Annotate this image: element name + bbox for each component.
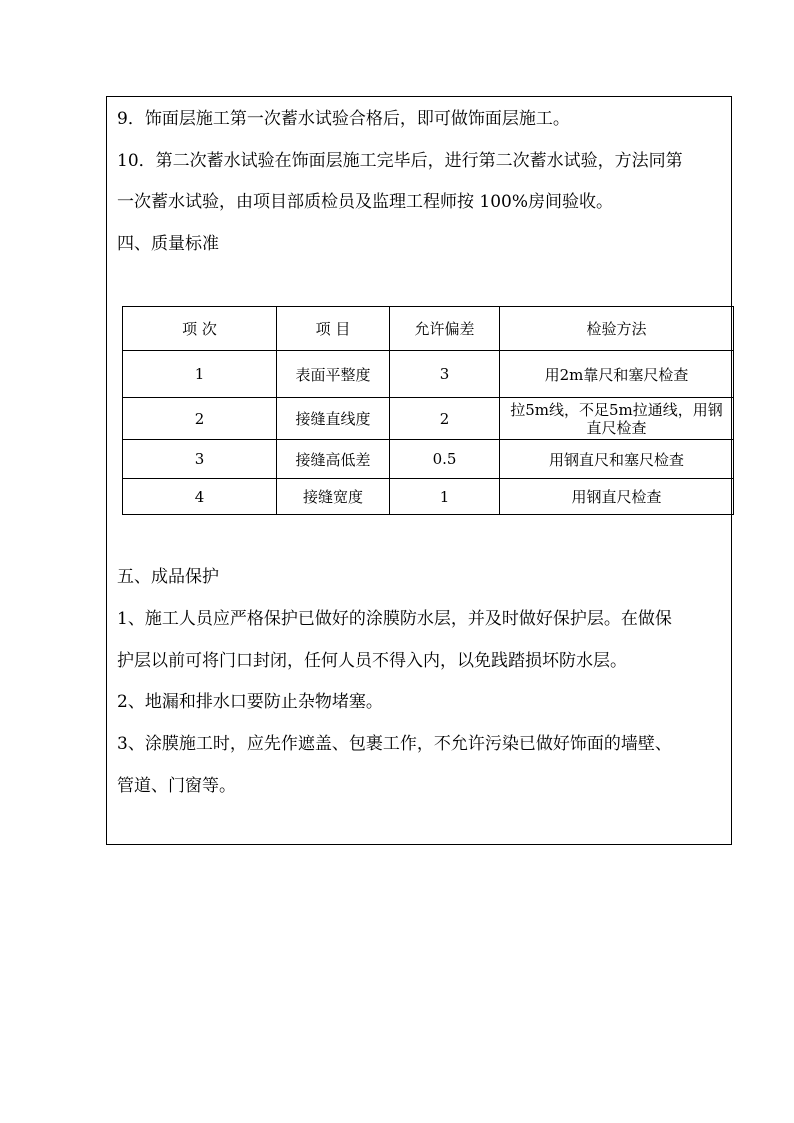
row-tolerance: 0.5	[390, 440, 500, 479]
table-row	[123, 440, 734, 479]
protection-p1-line2: 护层以前可将门口封闭，任何人员不得入内，以免践踏损坏防水层。	[117, 651, 627, 671]
row-method: 用2m靠尺和塞尺检查	[500, 351, 734, 398]
row-no: 3	[123, 440, 277, 479]
row-tolerance: 3	[390, 351, 500, 398]
quality-heading: 四、质量标准	[117, 234, 219, 254]
table-row	[123, 479, 734, 515]
step-10-line1: 10．第二次蓄水试验在饰面层施工完毕后，进行第二次蓄水试验，方法同第	[117, 151, 683, 171]
protection-p2: 2、地漏和排水口要防止杂物堵塞。	[117, 692, 383, 712]
header-method: 检验方法	[500, 307, 734, 351]
row-item: 接缝宽度	[277, 479, 390, 515]
quality-standard-table	[122, 306, 734, 515]
table-header-row	[123, 307, 734, 351]
row-no: 2	[123, 398, 277, 440]
document-frame	[106, 96, 732, 845]
header-tolerance: 允许偏差	[390, 307, 500, 351]
row-no: 1	[123, 351, 277, 398]
row-no: 4	[123, 479, 277, 515]
row-method: 用钢直尺检查	[500, 479, 734, 515]
header-item: 项 目	[277, 307, 390, 351]
protection-p1-line1: 1、施工人员应严格保护已做好的涂膜防水层，并及时做好保护层。在做保	[117, 609, 672, 629]
table-row	[123, 398, 734, 440]
row-method	[500, 398, 734, 440]
protection-p3-line1: 3、涂膜施工时，应先作遮盖、包裹工作，不允许污染已做好饰面的墙壁、	[117, 734, 672, 754]
row-method-line2: 直尺检查	[586, 418, 647, 437]
step-10-line2: 一次蓄水试验，由项目部质检员及监理工程师按 100%房间验收。	[117, 192, 614, 212]
header-no: 项 次	[123, 307, 277, 351]
step-9: 9．饰面层施工第一次蓄水试验合格后，即可做饰面层施工。	[117, 109, 570, 129]
row-method: 用钢直尺和塞尺检查	[500, 440, 734, 479]
row-item: 表面平整度	[277, 351, 390, 398]
table-row	[123, 351, 734, 398]
row-method-line1: 拉5m线，不足5m拉通线，用钢	[510, 400, 723, 419]
row-tolerance: 2	[390, 398, 500, 440]
protection-p3-line2: 管道、门窗等。	[117, 776, 236, 796]
row-item: 接缝直线度	[277, 398, 390, 440]
row-item: 接缝高低差	[277, 440, 390, 479]
protection-heading: 五、成品保护	[117, 567, 219, 587]
row-tolerance: 1	[390, 479, 500, 515]
